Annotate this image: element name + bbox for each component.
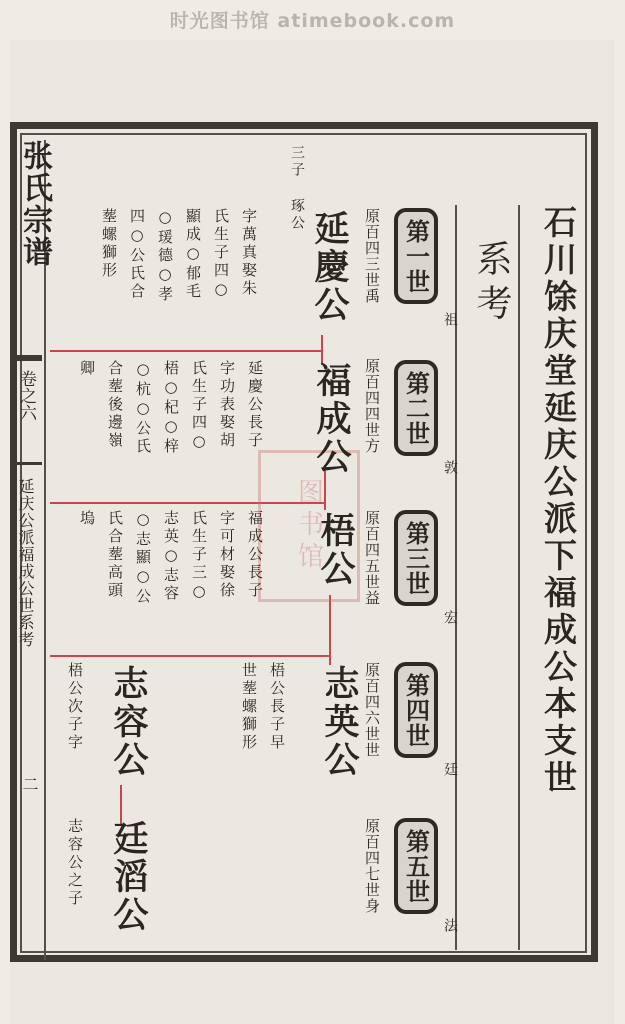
generation-ref-5: 原百四七世身 xyxy=(363,818,381,914)
library-seal: 图书馆 xyxy=(258,450,360,602)
lineage-link-1 xyxy=(321,335,323,365)
generation-badge-4: 第四世 xyxy=(394,662,438,758)
generation-note-4: 廷 xyxy=(442,762,458,776)
person-4-bio: 梧公長子早 世塟螺獅形 xyxy=(240,662,286,752)
lineage-link-3 xyxy=(329,595,331,665)
lineage-line-3 xyxy=(50,655,330,657)
spine-page-number: 二 xyxy=(20,776,39,792)
title-rule xyxy=(518,205,520,950)
generation-note-2: 敦 xyxy=(442,460,458,474)
person-5-bio: 志容公之子 xyxy=(66,818,84,908)
generation-ref-3: 原百四五世益 xyxy=(363,510,381,606)
generation-badge-3: 第三世 xyxy=(394,510,438,606)
watermark: 时光图书馆 atimebook.com xyxy=(169,10,456,32)
person-4-name: 志英公 xyxy=(319,665,360,779)
spine-title: 张氏宗谱 xyxy=(17,140,52,268)
person-1-name: 延慶公 xyxy=(309,210,350,324)
person-2-name: 福成公 xyxy=(311,362,352,476)
spine-subtitle: 延庆公派福成公世系考 xyxy=(16,478,35,648)
generation-ref-1: 原百四三世禹 xyxy=(363,208,381,304)
generation-ref-4: 原百四六世世 xyxy=(363,662,381,758)
generation-badge-2: 第二世 xyxy=(394,360,438,456)
person-1-note: 三子 琢公 xyxy=(289,145,305,232)
generation-ref-2: 原百四四世方 xyxy=(363,358,381,454)
generation-note-1: 祖 xyxy=(442,312,458,326)
generation-note-3: 宏 xyxy=(442,610,458,624)
lineage-link-4 xyxy=(120,785,122,825)
person-4b-bio: 梧公次子字 xyxy=(66,662,84,752)
person-4b-name: 志容公 xyxy=(108,665,149,779)
generation-badge-1: 第一世 xyxy=(394,208,438,304)
person-3-name: 梧公 xyxy=(315,512,356,588)
person-3-bio: 福成公長子 字可材娶徐 氏生子三○ 志英○志容 ○志顯○公 氏合塟高頭 塢 xyxy=(78,510,264,606)
spine-volume: 卷之六 xyxy=(16,370,36,421)
generation-badge-5: 第五世 xyxy=(394,818,438,914)
lineage-line-1 xyxy=(50,350,322,352)
person-1-bio: 字萬真娶朱 氏生子四○ 顯成○郁毛 ○瑗德○孝 四○公氏合 塟螺獅形 xyxy=(100,208,258,304)
section-heading: 系考 xyxy=(471,240,512,328)
spine-divider-2 xyxy=(10,462,42,465)
generation-note-5: 法 xyxy=(442,918,458,932)
spine-divider xyxy=(10,355,42,361)
person-2-bio: 延慶公長子 字功表娶胡 氏生子四○ 梧○杞○梓 ○杭○公氏 合塟後邊嶺 卿 xyxy=(78,360,264,456)
person-5-name: 廷滔公 xyxy=(108,820,149,934)
document-title: 石川馀庆堂延庆公派下福成公本支世 xyxy=(539,205,578,797)
